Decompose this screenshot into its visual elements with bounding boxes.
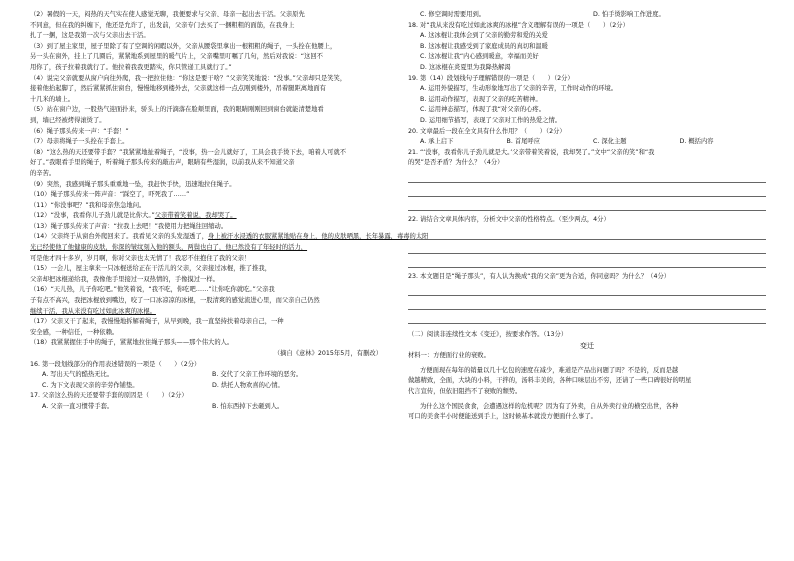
paragraph-4-cont: 接着他抬起脚了，然后紧紧抓住窗台，慢慢地移到楼外去，父亲就这样一点点刚到楼外，吊着腿距离地面有 <box>30 85 326 93</box>
right-column <box>408 10 766 423</box>
question-19-option-b[interactable]: B. 运用动作描写，表现了父亲的吃苦精神。 <box>420 95 542 103</box>
question-20-option-c[interactable]: C. 深化主题 <box>593 138 627 146</box>
paragraph-12 <box>30 211 382 222</box>
paragraph-14-cont <box>30 243 382 254</box>
question-20-options <box>408 137 766 148</box>
paragraph-14-end <box>30 254 382 265</box>
paragraph-3-cont: 另一头在窗外，挂上了几圈后，紧紧地系到屋里的暖气片上，父亲嘴里叮嘱了几句，然后对我说：“这回不 <box>30 53 323 61</box>
paragraph-11: （11）“你没事吧？”我和母亲焦急地问。 <box>30 201 146 209</box>
answer-line-23-2[interactable] <box>408 296 766 310</box>
paragraph-2-end: 扎了一捆，这是我第一次与父亲出去干活。 <box>30 32 150 40</box>
question-16-option-d[interactable]: D. 烘托人物欢喜的心情。 <box>212 381 284 389</box>
paragraph-15-cont <box>30 275 382 286</box>
question-17-option-d[interactable]: D. 怕手烫影响工作进度。 <box>593 11 665 18</box>
material-1-paragraph-1-end: 代言宣传，但依旧阻挡不了衰败的颓势。 <box>408 388 522 396</box>
material-1-paragraph-2-end: 可口的美食半小时便能送到手上，这时候基本就没方便面什么事了。 <box>408 413 597 421</box>
material-1-paragraph-1: 方便面现在每年的销量以几十亿包的速度在减少，难道是产品出问题了吗？不是的，反而是越 <box>420 366 679 374</box>
answer-line-22-1[interactable] <box>408 226 766 240</box>
answer-line-23-3[interactable] <box>408 310 766 324</box>
underlined-sentence-16: 继续干活，我从来没有吃过如此冰爽的冰棍。 <box>30 307 156 315</box>
article-title: 变迁 <box>580 341 594 350</box>
paragraph-15: （15）一会儿，屋主拿来一只冰棍送给正在干活儿的父亲，父亲接过冰棍，推了推我， <box>30 265 271 273</box>
answer-line-21-3[interactable] <box>408 197 766 211</box>
question-18-option-b[interactable]: B. 这冰棍让我感受到了家庭成员的真切和温暖 <box>420 42 548 50</box>
answer-line-21-1[interactable] <box>408 169 766 183</box>
question-20: 20. 文章最后一段在全文具有什么作用？（ ）（2分） <box>408 127 566 135</box>
paragraph-16: （16）“天儿热，儿子你吃吧。”他笑着说，“我不吃，你吃吧……”让你吃你就吃。”父亲我 <box>30 286 275 294</box>
paragraph-3-end: 用你了，孩子拉着我就行了。他拉着我我更踏实，你只管递工具就行了。” <box>30 63 232 71</box>
paragraph-5: （5）站在窗户边，一股热气迎面扑来，骄头上的汗滴落在脸颊里面，我的眼睛刚刚回到窗台就能清楚地看 <box>30 106 324 114</box>
paragraph-3: （3）到了屋主家里，屋子里除了有了空调的闲暇以外，父亲从腰袋里拿出一根粗粗的绳子，一头拴在他腰上， <box>30 42 337 50</box>
paragraph-13: （13）绳子那头传来了声音：“拉我上去吧！”我使用力把绳往回缩动。 <box>30 222 228 230</box>
material-1-heading: 材料一：方便面行业的衰败。 <box>408 352 490 360</box>
material-1-paragraph-2: 为什么这个国民食食，会遭遇这样的危机呢？因为有了外卖，自从外卖行业的横空出世，各种 <box>420 402 679 410</box>
paragraph-8: （8）“这么热的天还要带手套？”我紧紧地扯着绳子，“没事，热一会儿就好了，工具会我手烫下去，咱着人可就不 <box>30 148 347 156</box>
underlined-sentence-12: 父亲带着笑着说，我却哭了。 <box>154 212 237 220</box>
paragraph-7: （7）母亲将绳子一头拴在手套上。 <box>30 138 129 146</box>
article-source: （摘自《意林》2015年5月，有删改） <box>273 350 382 357</box>
paragraph-12-text: （12）“没事，我看你儿子劲儿就是比你大。” <box>30 212 155 220</box>
paragraph-15-text: 父亲却把冰棍递给我， <box>30 275 93 283</box>
question-23: 23. 本文题目是“绳子那头”，有人认为换成“我的父亲”更为合适，你同意吗？为什么？（4分） <box>408 272 671 280</box>
paragraph-10: （10）绳子那头传来一阵声音：“踩空了，吓死我了……” <box>30 191 190 199</box>
underlined-sentence-14b: 光已经使他了他健康的皮肤，你深的皱纹刻入他的额头， <box>30 244 188 252</box>
paragraph-17: （17）父亲又干了起来，我慢慢地拆解着绳子，从早到晚，我一直坚持扶着母亲自己，一种 <box>30 318 284 326</box>
answer-line-22-3[interactable] <box>408 254 766 268</box>
question-16: 16. 第一段划线部分的作用表述错误的一项是（ ）（2分） <box>30 360 201 368</box>
paragraph-8-end: 的辛苦。 <box>30 169 56 177</box>
paragraph-14-exclaim: 可是他才四十多岁，岁月啊，你对父亲也太无情了！ <box>30 254 175 262</box>
paragraph-16-cont: 子有点不高兴，我把冰棍放到嘴边，咬了一口冰凉凉的冰棍，一股清爽的感觉流进心里，而父亲自己仍然 <box>30 297 320 305</box>
question-17-options-ab <box>30 402 382 413</box>
question-21: 21. “‘没事，我看你儿子劲儿就是大。’父亲带着笑着说，我却哭了。”文中“父亲的笑”和“我 <box>408 148 655 156</box>
underlined-sentence-14c: 两鬓也白了，他已然没有了年轻时的活力， <box>187 244 308 252</box>
paragraph-6: （6）绳子那头传来一声：“手套！” <box>30 127 129 135</box>
question-20-option-d[interactable]: D. 概括内容 <box>679 138 714 146</box>
answer-line-23-1[interactable] <box>408 282 766 296</box>
question-20-option-b[interactable]: B. 首尾呼应 <box>506 138 541 146</box>
question-22: 22. 请结合文章具体内容，分析文中父亲的性格特点。（至少两点，4分） <box>408 215 610 223</box>
question-17-option-b[interactable]: B. 怕东西掉下去砸到人。 <box>212 402 284 410</box>
answer-line-22-2[interactable] <box>408 240 766 254</box>
question-18-option-c[interactable]: C. 这冰棍让我“内心感到暖意，幸福而美好 <box>420 53 539 61</box>
question-17: 17. 父亲这么热的天还要带手套的原因是（ ）（2分） <box>30 392 188 400</box>
section-2-heading: （二）阅读非连续性文本《变迁》，按要求作答。（13分） <box>408 331 568 339</box>
question-19-option-d[interactable]: D. 运用细节描写，表现了父亲对工作的热爱之情。 <box>420 116 562 124</box>
answer-line-21-2[interactable] <box>408 183 766 197</box>
question-21-cont: 的哭”是否矛盾？为什么？（4分） <box>408 159 504 167</box>
question-18: 18. 对“我从来没有吃过如此冰爽的冰棍”含义理解有误的一项是（ ）（2分） <box>408 21 629 29</box>
paragraph-5-end: 到，墙已经被烤得滚烫了。 <box>30 116 106 124</box>
paragraph-4: （4）说完父亲就要从窗户向往外爬，我一把拉住他：“你这是要干啥？”父亲笑笑地说：“没事。”父亲却只是笑笑， <box>30 74 347 82</box>
paragraph-8-cont: 好了。”我眼看手里的绳子，听着绳子那头传来的敲击声，眼睛有些湿润，以前我从来不知道父亲 <box>30 159 295 167</box>
question-16-options-ab <box>30 370 382 381</box>
paragraph-14-text: （14）父亲终于从窗台外爬回来了。我看见父亲的头发湿透了， <box>30 233 209 241</box>
paragraph-14 <box>30 232 429 243</box>
paragraph-17-end: 安全感，一种信任，一种依赖。 <box>30 328 119 336</box>
underlined-sentence-14a: 身上被汗水浸透的衣服紧紧地贴在身上，他的皮肤晒黑，长年暴露，毒毒的太阳 <box>208 233 429 241</box>
question-16-option-c[interactable]: C. 为下文表现父亲的辛劳作铺垫。 <box>42 381 139 389</box>
paragraph-4-end: 十几米的墙上。 <box>30 95 75 103</box>
paragraph-18: （18）我紧紧握住手中的绳子，紧紧地拉住绳子那头——那个伟大的人。 <box>30 339 234 347</box>
question-18-option-d[interactable]: D. 这冰棍在炎夏里为我降热解渴 <box>420 63 511 71</box>
question-19-option-c[interactable]: C. 运用神态描写，体现了我“对父亲的心疼。 <box>420 106 546 114</box>
material-1-paragraph-1-cont: 做越精致，全面，大块的小料，干拌的，汤料丰美的，各种口味层出不穷，还请了一些口碑很好的明星 <box>408 377 692 385</box>
question-16-option-b[interactable]: B. 交代了父亲工作环境的恶劣。 <box>212 371 303 379</box>
paragraph-14-hug: 我忍不住抱住了我的父亲！ <box>174 254 251 262</box>
question-17-option-a[interactable]: A. 父亲一直习惯带手套。 <box>42 402 114 410</box>
question-18-option-a[interactable]: A. 这冰棍让我体会到了父亲的勤劳和爱的关爱 <box>420 32 548 40</box>
left-column <box>30 10 429 413</box>
question-17-options-cd <box>408 10 766 21</box>
question-17-option-c[interactable]: C. 修空调时需要用到。 <box>420 11 486 18</box>
question-20-option-a[interactable]: A. 承上启下 <box>420 138 454 146</box>
question-16-options-cd <box>30 381 382 392</box>
paragraph-9: （9）突然，我感到绳子那头重重地一坠，我赶快手快，迅速地拉住绳子。 <box>30 180 236 188</box>
paragraph-2-cont: 不同意，但在我的纠缠下，他还是允许了，出发前，父亲专门去买了一捆粗粗的面筋，在我身上 <box>30 21 295 29</box>
question-19: 19. 第（14）段划线句子理解错误的一项是（ ）（2分） <box>408 74 574 82</box>
paragraph-16-end <box>30 307 382 318</box>
question-19-option-a[interactable]: A. 运用外貌描写，生动形象地写出了父亲的辛苦，工作时动作的环境。 <box>420 85 618 93</box>
paragraph-15-end: 我像他手里接过一双热情的，手像摸过一样。 <box>92 275 219 283</box>
paragraph-2: （2）暑假的一天，闷热的天气实在使人感觉无聊，我便要求与父亲、母亲一起出去干活。父亲原先 <box>30 11 305 18</box>
question-16-option-a[interactable]: A. 写出天气的酷热无比。 <box>42 371 114 379</box>
